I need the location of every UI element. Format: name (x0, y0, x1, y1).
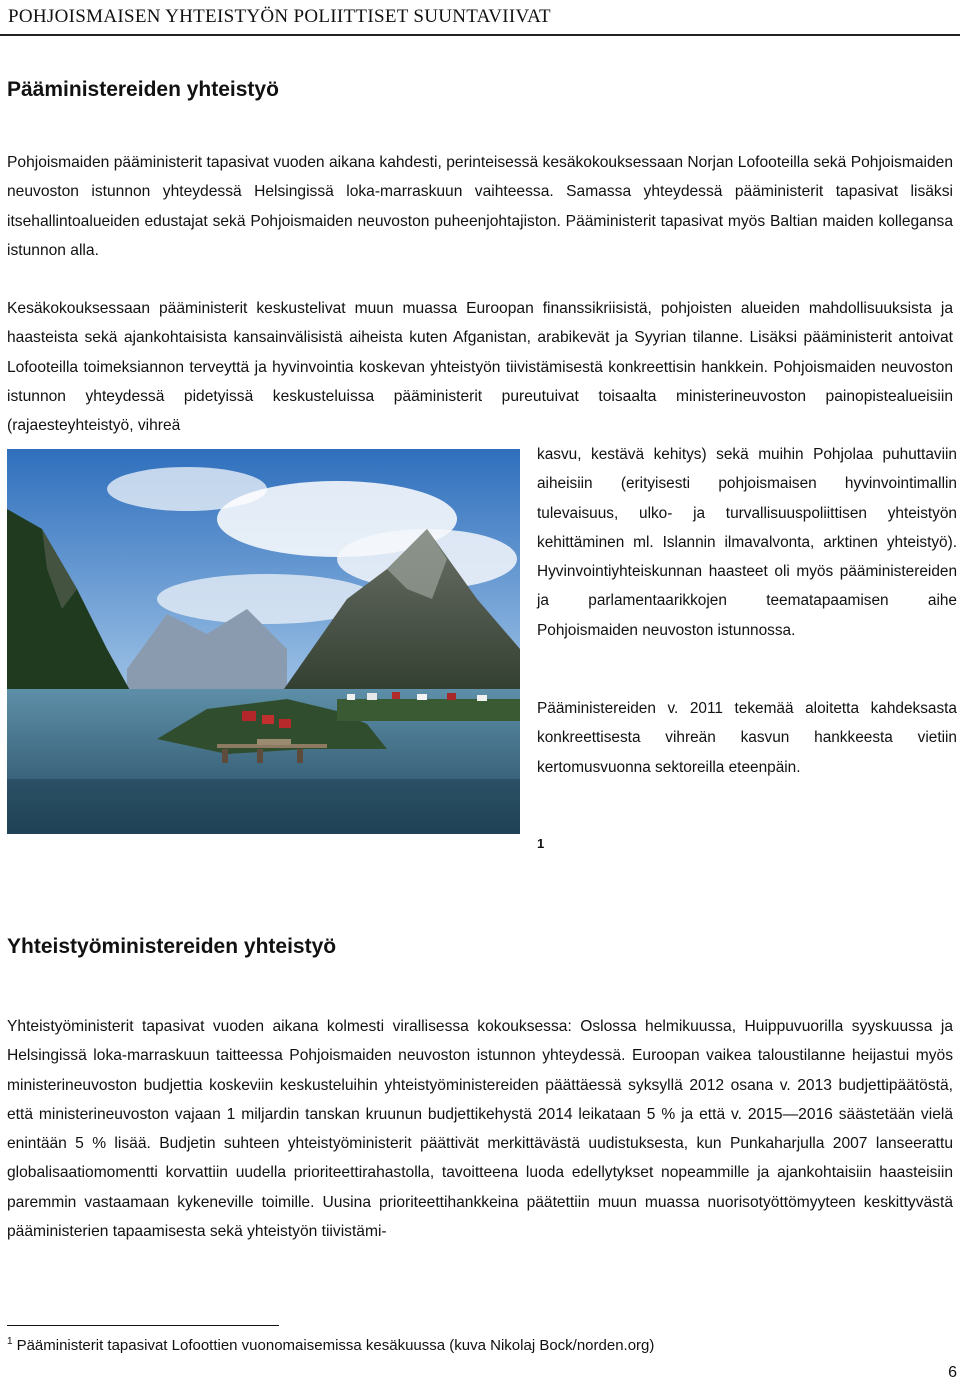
footnote-text: Pääministerit tapasivat Lofoottien vuonomaisemissa kesäkuussa (kuva Nikolaj Bock/norden.org) (16, 1337, 655, 1354)
footnote-divider (7, 1325, 279, 1326)
footnote (7, 1336, 654, 1354)
photo-footnote-reference: 1 (537, 836, 545, 851)
paragraph-prime-ministers-meetings: Pohjoismaiden pääministerit tapasivat vuoden aikana kahdesti, perinteisessä kesäkokouksessaan Norjan Lofooteilla sekä Pohjoismaiden neuvoston istunnon yhteydessä Helsingissä loka-marraskuun vaihteessa. Samassa yhteydessä pääministerit tapasivat lisäksi itsehallintoalueiden edustajat sekä Pohjoismaiden neuvoston puheenjohtajiston. Pääministerit tapasivat myös Baltian maiden kollegansa istunnon alla. (7, 154, 953, 259)
section-heading-prime-ministers: Pääministereiden yhteistyö (7, 78, 279, 101)
paragraph-green-growth: Pääministereiden v. 2011 tekemää aloitetta kahdeksasta konkreettisesta vihreän kasvun hankkeesta vietiin kertomusvuonna sektoreilla eteenpäin. (537, 700, 957, 776)
footnote-marker: 1 (7, 1336, 13, 1347)
running-header-title: POHJOISMAISEN YHTEISTYÖN POLIITTISET SUUNTAVIIVAT (8, 6, 551, 27)
paragraph-summer-meeting-continued: kasvu, kestävä kehitys) sekä muihin Pohjolaa puhuttaviin aiheisiin (erityisesti pohjoismaisen hyvinvointimallin tulevaisuus, ulko- ja turvallisuuspoliittisen yhteistyön kehittäminen ml. Islannin ilmavalvonta, arktinen yhteistyö). Hyvinvointiyhteiskunnan haasteet oli myös pääministereiden ja parlamentaarikkojen teematapaamisen aihe Pohjoismaiden neuvoston istunnossa. (537, 446, 957, 639)
paragraph-summer-meeting: Kesäkokouksessaan pääministerit keskustelivat muun muassa Euroopan finanssikriisistä, pohjoisten alueiden mahdollisuuksista ja haasteista sekä ajankohtaisista kansainvälisistä aiheista kuten Afganistan, arabikevät ja Syyrian tilanne. Lisäksi pääministerit antoivat Lofooteilla toimeksiannon terveyttä ja hyvinvointia koskevan yhteistyön tiivistämisestä konkreettisin hankkein. Pohjoismaiden neuvoston istunnon yhteydessä pidetyissä keskusteluissa pääministerit pureutuivat toisaalta ministerineuvoston painopistealueisiin (rajaesteyhteistyö, vihreä (7, 300, 953, 435)
lofoten-fjord-photo (7, 449, 520, 834)
running-header (0, 0, 960, 36)
paragraph-cooperation-ministers: Yhteistyöministerit tapasivat vuoden aikana kolmesti virallisessa kokouksessa: Oslossa helmikuussa, Huippuvuorilla syyskuussa ja Helsingissä loka-marraskuun taitteessa Pohjoismaiden neuvoston istunnon yhteydessä. Euroopan vaikea taloustilanne heijastui myös ministerineuvoston budjettia koskeviin keskusteluihin yhteistyöministereiden päättäessä syksyllä 2012 osana v. 2013 budjettipäätöstä, että ministerineuvoston vajaan 1 miljardin tanskan kruunun budjettikehystä 2014 leikataan 5 % ja että v. 2015—2016 säästetään vielä enintään 5 % lisää. Budjetin suhteen yhteistyöministerit päättivät merkittävästä uudistuksesta, kun Punkaharjulla 2007 lanseerattu globalisaatiomomentti korvattiin uudella prioriteettirahastolla, tavoitteena luoda edellytykset nopeammille ja ajankohtaisiin haasteisiin paremmin vastaamaan kykeneville toimille. Uusina prioriteettihankkeina päätettiin muun muassa nuorisotyöttömyyteen keskittyvästä pääministerien tapaamisesta sekä yhteistyön tiivistämi- (7, 1018, 953, 1241)
section-heading-cooperation-ministers: Yhteistyöministereiden yhteistyö (7, 935, 337, 958)
page-number: 6 (948, 1364, 957, 1381)
